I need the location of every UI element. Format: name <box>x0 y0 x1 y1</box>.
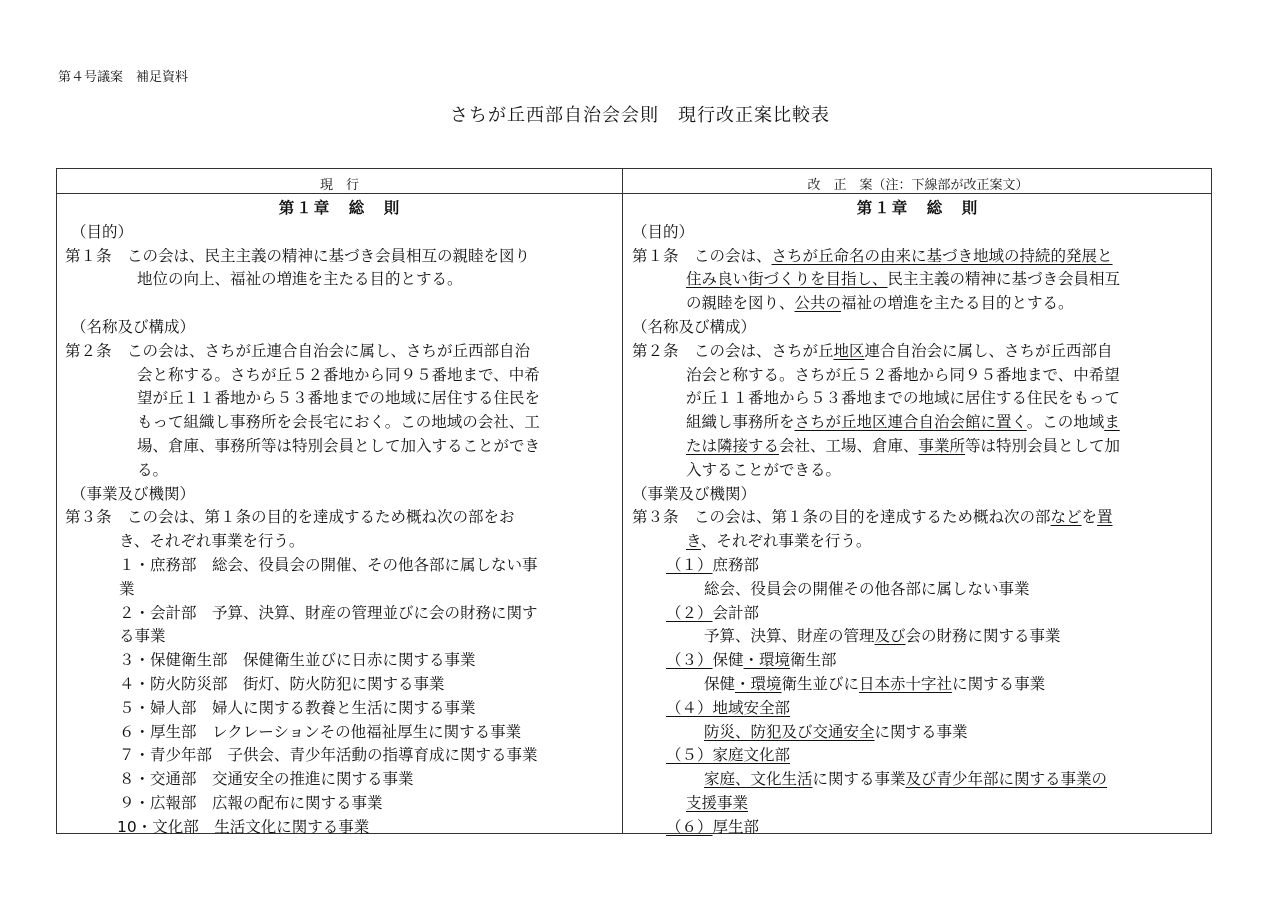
article-line: る。 <box>137 460 169 479</box>
article-line: 地位の向上、福祉の増進を主たる目的とする。 <box>137 270 463 289</box>
department-item: （１）庶務部 <box>666 555 760 574</box>
department-item: ７・青少年部 子供会、青少年活動の指導育成に関する事業 <box>119 746 538 765</box>
article-line: 治会と称する。さちが丘５２番地から同９５番地まで、中希望 <box>686 365 1120 384</box>
article-line: 組織し事務所をさちが丘地区連合自治会館に置く。この地域ま <box>686 413 1120 432</box>
department-item: 10・文化部 生活文化に関する事業 <box>117 817 370 836</box>
department-item: （３）保健・環境衛生部 <box>666 651 837 670</box>
department-desc: 予算、決算、財産の管理及び会の財務に関する事業 <box>704 627 1061 646</box>
article-heading: （目的） <box>71 222 134 241</box>
department-item: （６）厚生部 <box>666 817 760 836</box>
department-desc: 家庭、文化生活に関する事業及び青少年部に関する事業の <box>704 770 1108 789</box>
document-reference: 第４号議案 補足資料 <box>58 70 189 85</box>
department-item: ８・交通部 交通安全の推進に関する事業 <box>119 770 414 789</box>
current-column <box>65 197 615 840</box>
department-item: （２）会計部 <box>666 603 760 622</box>
article-line: 第３条 この会は、第１条の目的を達成するため概ね次の部をお <box>65 508 515 527</box>
article-heading: （名称及び構成） <box>71 317 196 336</box>
department-item: ９・広報部 広報の配布に関する事業 <box>119 793 383 812</box>
article-line: 望が丘１１番地から５３番地までの地域に居住する住民を <box>137 389 541 408</box>
article-line: 第２条 この会は、さちが丘地区連合自治会に属し、さちが丘西部自 <box>632 341 1113 360</box>
department-item: （４）地域安全部 <box>666 698 791 717</box>
article-line: もって組織し事務所を会長宅におく。この地域の会社、工 <box>137 413 540 432</box>
article-line: 会と称する。さちが丘５２番地から同９５番地まで、中希 <box>137 365 540 384</box>
article-line: き、それぞれ事業を行う。 <box>119 532 305 551</box>
column-divider <box>622 169 623 833</box>
article-heading: （事業及び機関） <box>71 484 196 503</box>
department-desc: 保健・環境衛生並びに日本赤十字社に関する事業 <box>704 674 1046 693</box>
chapter-heading: 第１章 総 則 <box>278 199 402 217</box>
department-item: ５・婦人部 婦人に関する教養と生活に関する事業 <box>119 698 476 717</box>
article-line: が丘１１番地から５３番地までの地域に居住する住民をもって <box>686 389 1121 408</box>
department-desc: 防災、防犯及び交通安全に関する事業 <box>704 722 968 741</box>
article-line: き、それぞれ事業を行う。 <box>686 532 872 551</box>
article-heading: （事業及び機関） <box>632 484 757 503</box>
department-item: １・庶務部 総会、役員会の開催、その他各部に属しない事 <box>119 555 538 574</box>
article-heading: （名称及び構成） <box>632 317 757 336</box>
article-line: 第１条 この会は、さちが丘命名の由来に基づき地域の持続的発展と <box>632 246 1113 265</box>
department-item-cont: る事業 <box>119 627 166 646</box>
article-line: たは隣接する会社、工場、倉庫、事業所等は特別会員として加 <box>686 436 1121 455</box>
page-title: さちが丘西部自治会会則 現行改正案比較表 <box>450 105 830 126</box>
department-desc: 総会、役員会の開催その他各部に属しない事業 <box>704 579 1030 598</box>
department-item: ２・会計部 予算、決算、財産の管理並びに会の財務に関す <box>119 603 538 622</box>
article-line: 入することができる。 <box>686 460 842 479</box>
department-item: ６・厚生部 レクレーションその他福祉厚生に関する事業 <box>119 722 522 741</box>
article-line: 住み良い街づくりを目指し、民主主義の精神に基づき会員相互 <box>686 270 1121 289</box>
header-current: 現 行 <box>319 178 359 193</box>
article-line: 第３条 この会は、第１条の目的を達成するため概ね次の部などを置 <box>632 508 1113 527</box>
header-proposed: 改 正 案（注：下線部が改正案文） <box>807 178 1029 193</box>
article-line: 第２条 この会は、さちが丘連合自治会に属し、さちが丘西部自治 <box>65 341 531 360</box>
department-item: ４・防火防災部 街灯、防火防犯に関する事業 <box>119 674 445 693</box>
comparison-table <box>56 168 1212 834</box>
header-divider <box>57 193 1211 194</box>
blank-line <box>65 292 615 316</box>
department-item: ３・保健衛生部 保健衛生並びに日赤に関する事業 <box>119 651 476 670</box>
article-line: の親睦を図り、公共の福祉の増進を主たる目的とする。 <box>686 294 1074 313</box>
chapter-heading: 第１章 総 則 <box>856 199 980 217</box>
department-item-cont: 業 <box>119 579 135 598</box>
article-line: 場、倉庫、事務所等は特別会員として加入することができ <box>137 436 541 455</box>
department-desc-cont: 支援事業 <box>686 793 749 812</box>
proposed-column <box>632 197 1204 840</box>
article-heading: （目的） <box>632 222 695 241</box>
article-line: 第１条 この会は、民主主義の精神に基づき会員相互の親睦を図り <box>65 246 531 265</box>
department-item: （５）家庭文化部 <box>666 746 791 765</box>
